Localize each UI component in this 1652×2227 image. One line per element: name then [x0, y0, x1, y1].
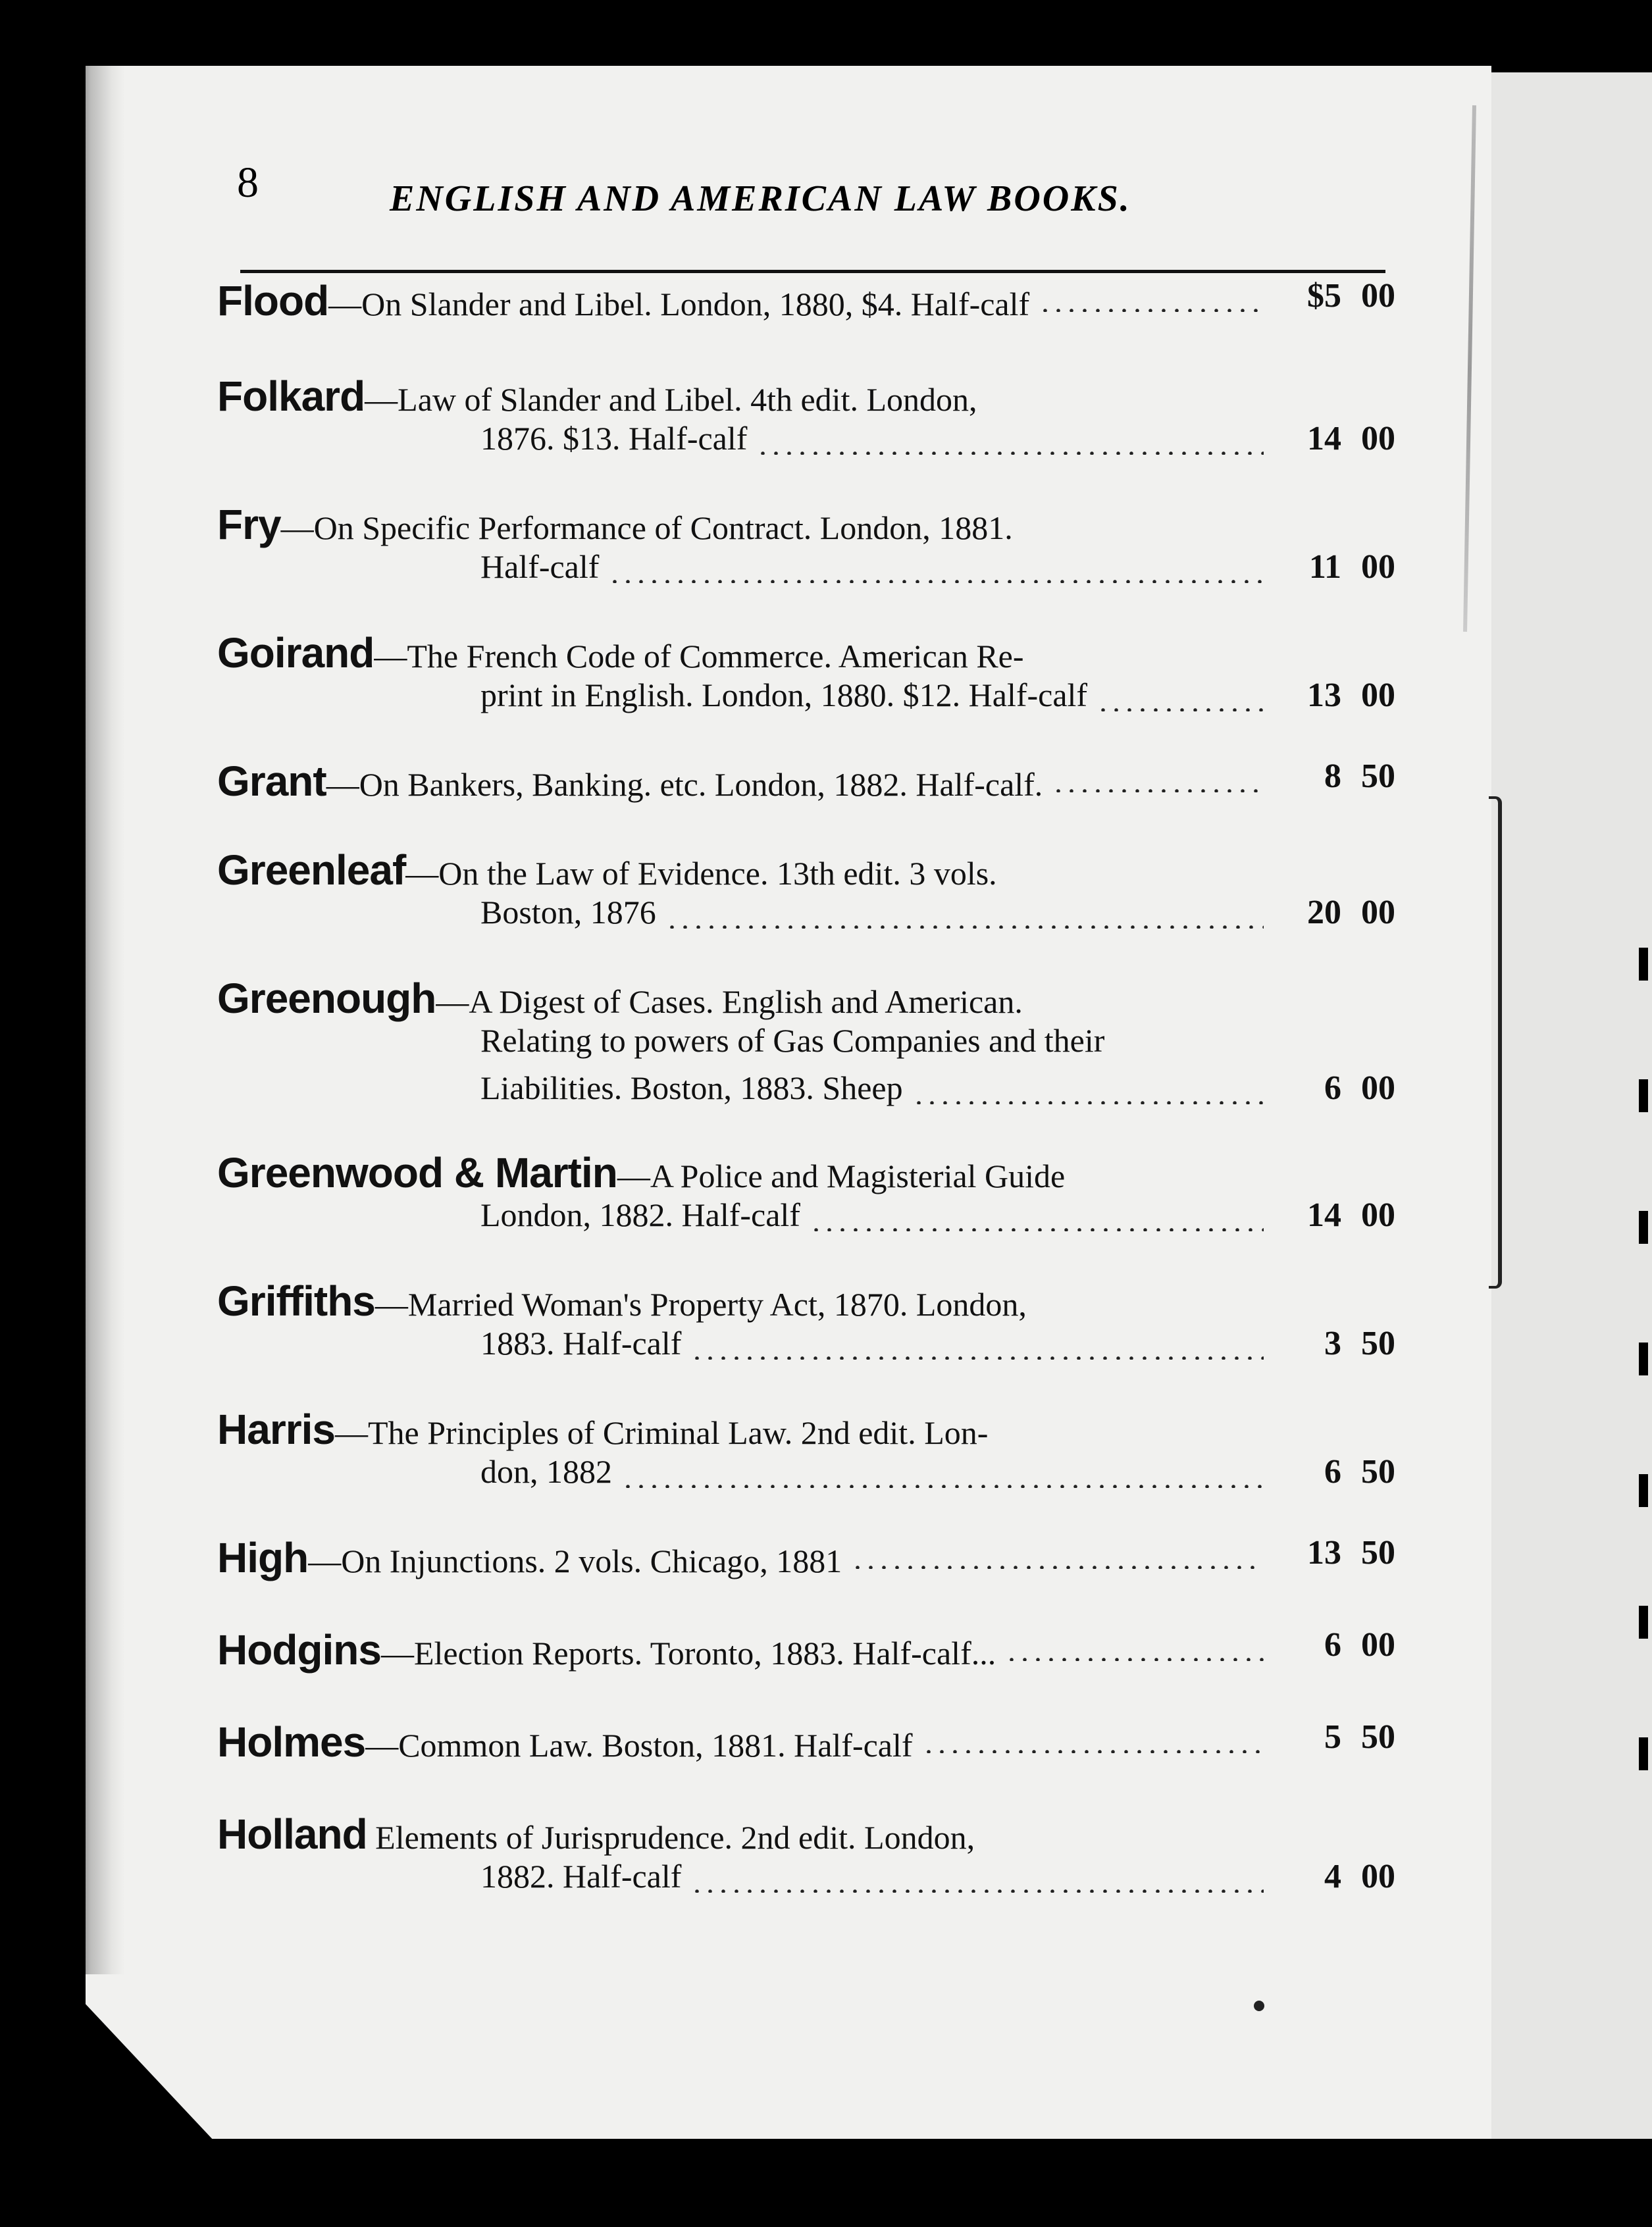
dot-leader — [1052, 788, 1264, 792]
catalog-entry — [217, 1718, 1395, 1765]
entry-line — [217, 974, 1395, 1021]
author-name: Greenough — [217, 975, 436, 1022]
dot-leader — [608, 579, 1264, 583]
author-name: Folkard — [217, 372, 365, 420]
entry-text: Half-calf — [480, 548, 600, 585]
price-cents: 50 — [1361, 1534, 1395, 1572]
entry-line — [217, 893, 1395, 940]
price-cents: 00 — [1361, 420, 1395, 457]
ink-speck — [1254, 2001, 1264, 2011]
price — [1283, 893, 1395, 932]
price-dollars: 13 — [1307, 677, 1341, 714]
price-cents: 50 — [1361, 1718, 1395, 1756]
entry-line — [217, 1277, 1395, 1324]
catalog-entry — [217, 1148, 1395, 1243]
entry-line — [217, 628, 1395, 676]
price-dollars: 20 — [1307, 894, 1341, 931]
catalog-entry — [217, 276, 1395, 324]
page-binding-shadow — [86, 66, 125, 1974]
price-dollars: 14 — [1307, 1196, 1341, 1234]
entry-text: 1876. $13. Half-calf — [480, 420, 748, 457]
author-name: Greenwood & Martin — [217, 1149, 617, 1196]
edge-marks — [1639, 948, 1652, 1935]
price-dollars: 6 — [1324, 1626, 1341, 1664]
catalog-entry — [217, 757, 1395, 804]
price — [1283, 1625, 1395, 1664]
price-cents: 50 — [1361, 757, 1395, 795]
price — [1283, 276, 1395, 315]
entry-text: London, 1882. Half-calf — [480, 1196, 800, 1233]
dot-leader — [922, 1749, 1264, 1753]
price-cents: 00 — [1361, 677, 1395, 714]
entry-line — [217, 676, 1395, 723]
price-cents: 50 — [1361, 1453, 1395, 1491]
price-cents: 00 — [1361, 1858, 1395, 1895]
header-rule — [240, 270, 1385, 273]
entry-text: —On Specific Performance of Contract. London, 1881. — [280, 509, 1013, 546]
author-name: Griffiths — [217, 1277, 375, 1325]
entry-text: —A Digest of Cases. English and American. — [436, 983, 1023, 1020]
price — [1283, 1718, 1395, 1756]
author-name: Holmes — [217, 1718, 366, 1766]
entry-text: —Married Woman's Property Act, 1870. London, — [374, 1286, 1027, 1323]
entry-text: —On Injunctions. 2 vols. Chicago, 1881 — [308, 1543, 842, 1579]
price-cents: 00 — [1361, 1196, 1395, 1234]
entry-text: —The French Code of Commerce. American Re- — [374, 638, 1024, 675]
entry-text: Liabilities. Boston, 1883. Sheep — [480, 1069, 903, 1106]
price-cents: 00 — [1361, 894, 1395, 931]
price — [1283, 548, 1395, 586]
price-dollars: 6 — [1324, 1069, 1341, 1107]
price-dollars: 8 — [1324, 757, 1341, 795]
entry-text: —Common Law. Boston, 1881. Half-calf — [365, 1727, 913, 1764]
author-name: Flood — [217, 277, 329, 324]
entry-text: —Election Reports. Toronto, 1883. Half-calf... — [380, 1635, 996, 1672]
catalog-entry — [217, 1533, 1395, 1581]
entry-text: 1882. Half-calf — [480, 1858, 682, 1895]
price-cents: 00 — [1361, 1069, 1395, 1107]
author-name: Goirand — [217, 629, 374, 677]
price-cents: 50 — [1361, 1325, 1395, 1362]
catalog-entry — [217, 1625, 1395, 1673]
price — [1283, 1533, 1395, 1572]
author-name: Grant — [217, 757, 326, 805]
entry-text: don, 1882 — [480, 1453, 612, 1490]
price — [1283, 1196, 1395, 1235]
entry-text: —A Police and Magisterial Guide — [617, 1158, 1066, 1194]
dot-leader — [810, 1227, 1264, 1231]
author-name: Fry — [217, 501, 281, 548]
entry-text: 1883. Half-calf — [480, 1325, 682, 1362]
entry-line — [217, 1533, 1395, 1581]
author-name: High — [217, 1534, 309, 1581]
price — [1283, 676, 1395, 715]
dot-leader — [1005, 1657, 1264, 1661]
entry-text: —Law of Slander and Libel. 4th edit. London, — [365, 381, 977, 418]
page-number: 8 — [237, 159, 259, 207]
catalog-entry — [217, 628, 1395, 723]
price-dollars: 5 — [1324, 1718, 1341, 1756]
entry-line — [217, 419, 1395, 467]
catalog-entry — [217, 846, 1395, 940]
price — [1283, 757, 1395, 796]
price-cents: 00 — [1361, 548, 1395, 586]
entry-line — [217, 1324, 1395, 1371]
catalog-entry — [217, 974, 1395, 1116]
entry-line — [217, 372, 1395, 419]
entry-line — [217, 1810, 1395, 1857]
price — [1283, 1452, 1395, 1491]
price — [1283, 1857, 1395, 1896]
price-dollars: $5 — [1307, 277, 1341, 315]
entry-line — [217, 1625, 1395, 1673]
dot-leader — [756, 451, 1264, 455]
entry-line — [217, 1452, 1395, 1500]
dot-leader — [1097, 707, 1264, 711]
entry-line — [217, 1021, 1395, 1069]
entry-text: Boston, 1876 — [480, 894, 656, 931]
dot-leader — [690, 1889, 1264, 1893]
entry-line — [217, 1196, 1395, 1243]
entry-text: print in English. London, 1880. $12. Half-calf — [480, 677, 1088, 713]
entry-text: —On the Law of Evidence. 13th edit. 3 vols. — [405, 855, 997, 892]
catalog-entry — [217, 1810, 1395, 1905]
price — [1283, 419, 1395, 458]
catalog-entry — [217, 372, 1395, 467]
author-name: Harris — [217, 1406, 335, 1453]
entry-line — [217, 276, 1395, 324]
entry-line — [217, 1718, 1395, 1765]
price-dollars: 13 — [1307, 1534, 1341, 1572]
dot-leader — [912, 1100, 1264, 1104]
margin-bracket — [1489, 796, 1502, 1289]
price-dollars: 6 — [1324, 1453, 1341, 1491]
dot-leader — [851, 1565, 1264, 1569]
price-dollars: 14 — [1307, 420, 1341, 457]
adjacent-page-strip — [1491, 72, 1652, 2139]
entry-text: Relating to powers of Gas Companies and their — [480, 1022, 1105, 1059]
dot-leader — [1039, 308, 1264, 312]
entry-text: —On Slander and Libel. London, 1880, $4. Half-calf — [328, 286, 1030, 322]
entry-line — [217, 846, 1395, 893]
price-dollars: 3 — [1324, 1325, 1341, 1362]
price-cents: 00 — [1361, 277, 1395, 315]
price-dollars: 11 — [1308, 548, 1341, 586]
catalog-entry — [217, 1405, 1395, 1500]
entry-text: —The Principles of Criminal Law. 2nd edit. Lon- — [335, 1414, 989, 1451]
dot-leader — [621, 1484, 1264, 1488]
entry-text: —On Bankers, Banking. etc. London, 1882. Half-calf. — [326, 766, 1043, 803]
entry-line — [217, 548, 1395, 595]
catalog-entry — [217, 500, 1395, 595]
author-name: Hodgins — [217, 1626, 381, 1674]
catalog-entry — [217, 1277, 1395, 1371]
author-name: Greenleaf — [217, 846, 406, 894]
entry-line — [217, 1857, 1395, 1905]
running-title: ENGLISH AND AMERICAN LAW BOOKS. — [390, 178, 1131, 219]
entry-text: Elements of Jurisprudence. 2nd edit. London, — [367, 1819, 975, 1856]
price-dollars: 4 — [1324, 1858, 1341, 1895]
page-header — [237, 158, 1237, 230]
dot-leader — [690, 1356, 1264, 1360]
author-name: Holland — [217, 1810, 367, 1858]
entry-line — [217, 1405, 1395, 1452]
entry-line — [217, 1069, 1395, 1116]
price-cents: 00 — [1361, 1626, 1395, 1664]
dot-leader — [665, 925, 1264, 929]
price — [1283, 1324, 1395, 1363]
price — [1283, 1069, 1395, 1108]
entry-line — [217, 500, 1395, 548]
entry-line — [217, 757, 1395, 804]
entry-line — [217, 1148, 1395, 1196]
